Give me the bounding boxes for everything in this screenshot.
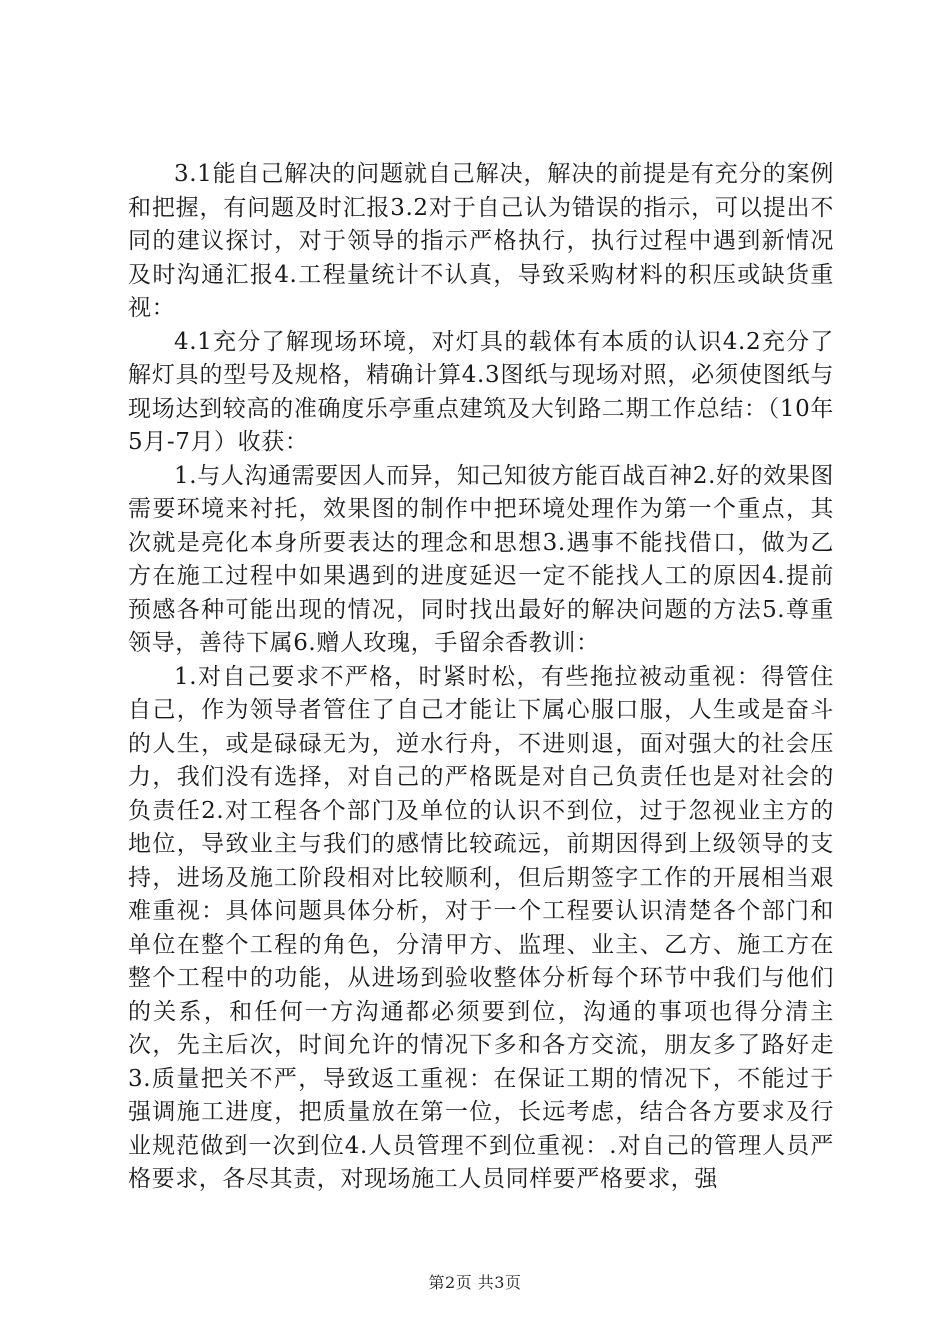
paragraph: 4.1充分了解现场环境，对灯具的载体有本质的认识4.2充分了解灯具的型号及规格，精确计算4.3图纸与现场对照，必须使图纸与现场达到较高的准确度乐亭重点建筑及大钊路二期工作总结：（10年5月-7月）收获： [128, 328, 834, 455]
page-number-footer: 第2页 共3页 [428, 1273, 522, 1292]
paragraph: 3.1能自己解决的问题就自己解决，解决的前提是有充分的案例和把握，有问题及时汇报3.2对于自己认为错误的指示，可以提出不同的建议探讨，对于领导的指示严格执行，执行过程中遇到新情况及时沟通汇报4.工程量统计不认真，导致采购材料的积压或缺货重视： [128, 161, 834, 321]
paragraph: 1.对自己要求不严格，时紧时松，有些拖拉被动重视：得管住自己，作为领导者管住了自己才能让下属心服口服，人生或是奋斗的人生，或是碌碌无为，逆水行舟，不进则退，面对强大的社会压力，我们没有选择，对自己的严格既是对自己负责任也是对社会的负责任2.对工程各个部门及单位的认识不到位，过于忽视业主方的地位，导致业主与我们的感情比较疏远，前期因得到上级领导的支持，进场及施工阶段相对比较顺利，但后期签字工作的开展相当艰难重视：具体问题具体分析，对于一个工程要认识清楚各个部门和单位在整个工程的角色，分清甲方、监理、业主、乙方、施工方在整个工程中的功能，从进场到验收整体分析每个环节中我们与他们的关系，和任何一方沟通都必须要到位，沟通的事项也得分清主次，先主后次，时间允许的情况下多和各方交流，朋友多了路好走3.质量把关不严，导致返工重视：在保证工期的情况下，不能过于强调施工进度，把质量放在第一位，长远考虑，结合各方要求及行业规范做到一次到位4.人员管理不到位重视：.对自己的管理人员严格要求，各尽其责，对现场施工人员同样要严格要求，强 [128, 663, 834, 1192]
paragraph: 1.与人沟通需要因人而异，知己知彼方能百战百神2.好的效果图需要环境来衬托，效果图的制作中把环境处理作为第一个重点，其次就是亮化本身所要表达的理念和思想3.遇事不能找借口，做为乙方在施工过程中如果遇到的进度延迟一定不能找人工的原因4.提前预感各种可能出现的情况，同时找出最好的解决问题的方法5.尊重领导，善待下属6.赠人玫瑰，手留余香教训： [128, 462, 834, 656]
document-body [128, 158, 834, 1197]
